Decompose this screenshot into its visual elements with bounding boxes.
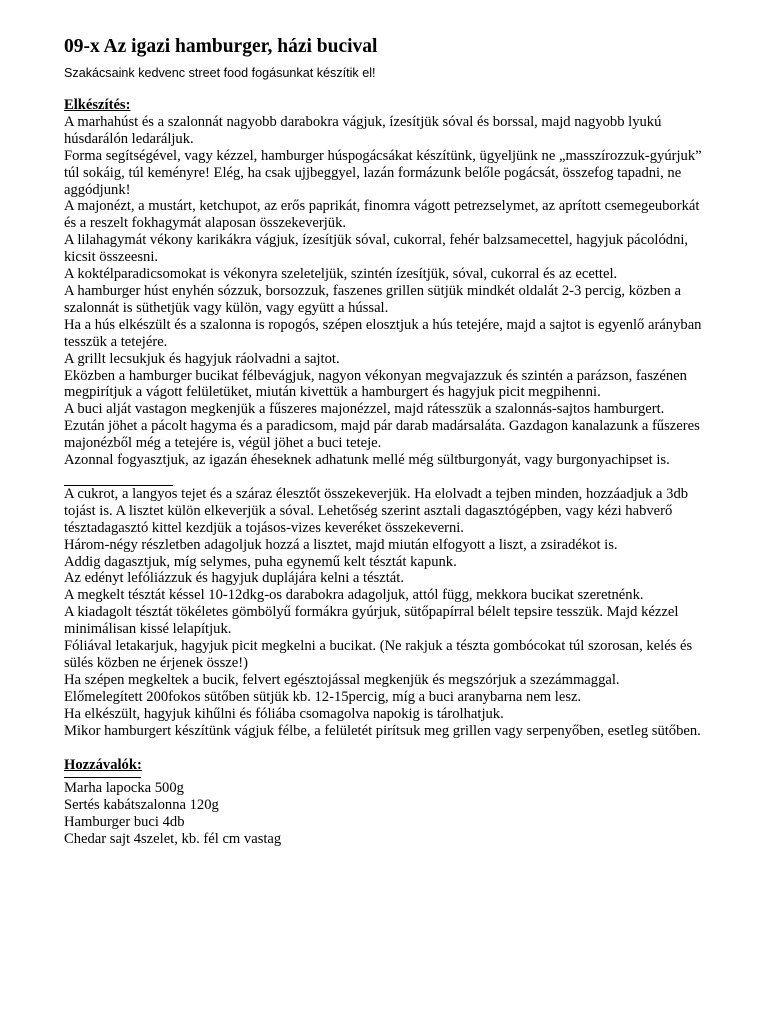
bun-step: Előmelegített 200fokos sütőben sütjük kb. 12-15percig, míg a buci aranybarna nem lesz. (64, 688, 582, 705)
preparation-step: A lilahagymát vékony karikákra vágjuk, ízesítjük sóval, cukorral, fehér balzsamecettel, hagyjuk pácolódni, kicsit összeesni. (64, 232, 689, 266)
preparation-step: A buci alját vastagon megkenjük a fűszeres majonézzel, majd rátesszük a szalonnás-sajtos hamburgert. (64, 401, 665, 418)
preparation-step: Eközben a hamburger bucikat félbevágjuk, nagyon vékonyan megvajazzuk és szintén a parázson, faszénen megpirítjuk a vágott felületüket, miután kivettük a hamburgert és hagyjuk picit megpihenni. (64, 367, 687, 401)
recipe-title: 09-x Az igazi hamburger, házi bucival (64, 36, 378, 57)
recipe-subtitle: Szakácsaink kedvenc street food fogásunkat készítik el! (64, 66, 376, 80)
preparation-step: A grillt lecsukjuk és hagyjuk ráolvadni a sajtot. (64, 350, 340, 367)
bun-step: A cukrot, a langyos tejet és a száraz élesztőt összekeverjük. Ha elolvadt a tejben minden, hozzáadjuk a 3db tojást is. A lisztet külön elkeverjük a sóval. Lehetőség szerint asztali dagasztógépben, vagy kézi habverő tésztadagasztó kittel kezdjük a tojásos-vizes keveréket összekeverni. (64, 485, 689, 536)
bun-step: Három-négy részletben adagoljuk hozzá a lisztet, majd miután elfogyott a liszt, a zsiradékot is. (64, 536, 618, 553)
preparation-step: A marhahúst és a szalonnát nagyobb darabokra vágjuk, ízesítjük sóval és borssal, majd nagyobb lyukú húsdarálón ledaráljuk. (64, 113, 662, 147)
preparation-heading: Elkészítés: (64, 97, 131, 113)
ingredient-item: Sertés kabátszalonna 120g (64, 797, 219, 814)
preparation-step: A hamburger húst enyhén sózzuk, borsozzuk, faszenes grillen sütjük mindkét oldalát 2-3 percig, közben a szalonnát is süthetjük vagy külön, vagy együtt a hússal. (64, 282, 681, 316)
preparation-step: Ha a hús elkészült és a szalonna is ropogós, szépen elosztjuk a hús tetejére, majd a sajtot is egyenlő arányban tesszük a tetejére. (64, 316, 702, 350)
bun-step: A kiadagolt tésztát tökéletes gömbölyű formákra gyúrjuk, sütőpapírral bélelt tepsire tesszük. Majd kézzel minimálisan kissé lelapítjuk. (64, 604, 679, 638)
ingredient-item: Hamburger buci 4db (64, 814, 185, 831)
preparation-step: A majonézt, a mustárt, ketchupot, az erős paprikát, finomra vágott petrezselymet, az aprított csemegeuborkát és a reszelt fokhagymát alaposan összekeverjük. (64, 198, 700, 232)
bun-step: Mikor hamburgert készítünk vágjuk félbe, a felületét pirítsuk meg grillen vagy serpenyőben, esetleg sütőben. (64, 722, 701, 739)
bun-step: Ha elkészült, hagyjuk kihűlni és fóliába csomagolva napokig is tárolhatjuk. (64, 705, 504, 722)
ingredients-divider (64, 777, 141, 778)
bun-steps (64, 486, 714, 740)
ingredient-item: Marha lapocka 500g (64, 780, 184, 797)
preparation-step: Forma segítségével, vagy kézzel, hamburger húspogácsákat készítünk, ügyeljünk ne „masszírozzuk-gyúrjuk” túl sokáig, túl keményre! Elég, ha csak ujjbeggyel, lazán formázunk belőle pogácsát, összefog tapadni, ne aggódjunk! (64, 147, 702, 198)
bun-step: Ha szépen megkeltek a bucik, felvert egésztojással megkenjük és megszórjuk a szezámmaggal. (64, 671, 620, 688)
ingredient-item: Chedar sajt 4szelet, kb. fél cm vastag (64, 831, 282, 848)
recipe-document (64, 36, 714, 848)
ingredients-list (64, 780, 714, 848)
preparation-step: Ezután jöhet a pácolt hagyma és a paradicsom, majd pár darab madársaláta. Gazdagon kanalazunk a fűszeres majonézből még a tetejére is, végül jöhet a buci teteje. (64, 418, 700, 452)
spacer (64, 740, 714, 757)
ingredients-heading: Hozzávalók: (64, 756, 142, 773)
preparation-step: A koktélparadicsomokat is vékonyra szeleteljük, szintén ízesítjük, sóval, cukorral és az ecettel. (64, 266, 618, 283)
preparation-step: Azonnal fogyasztjuk, az igazán éheseknek adhatunk mellé még sültburgonyát, vagy burgonyachipset is. (64, 452, 670, 469)
bun-step: Az edényt lefóliázzuk és hagyjuk duplájára kelni a tésztát. (64, 570, 404, 587)
bun-step: A megkelt tésztát késsel 10-12dkg-os darabokra adagoljuk, attól függ, mekkora bucikat szeretnénk. (64, 587, 644, 604)
bun-step: Addig dagasztjuk, míg selymes, puha egynemű kelt tésztát kapunk. (64, 553, 457, 570)
bun-step: Fóliával letakarjuk, hagyjuk picit megkelni a bucikat. (Ne rakjuk a tészta gombócokat túl szorosan, kelés és sülés közben ne érjenek össze!) (64, 638, 693, 671)
preparation-steps (64, 114, 714, 469)
